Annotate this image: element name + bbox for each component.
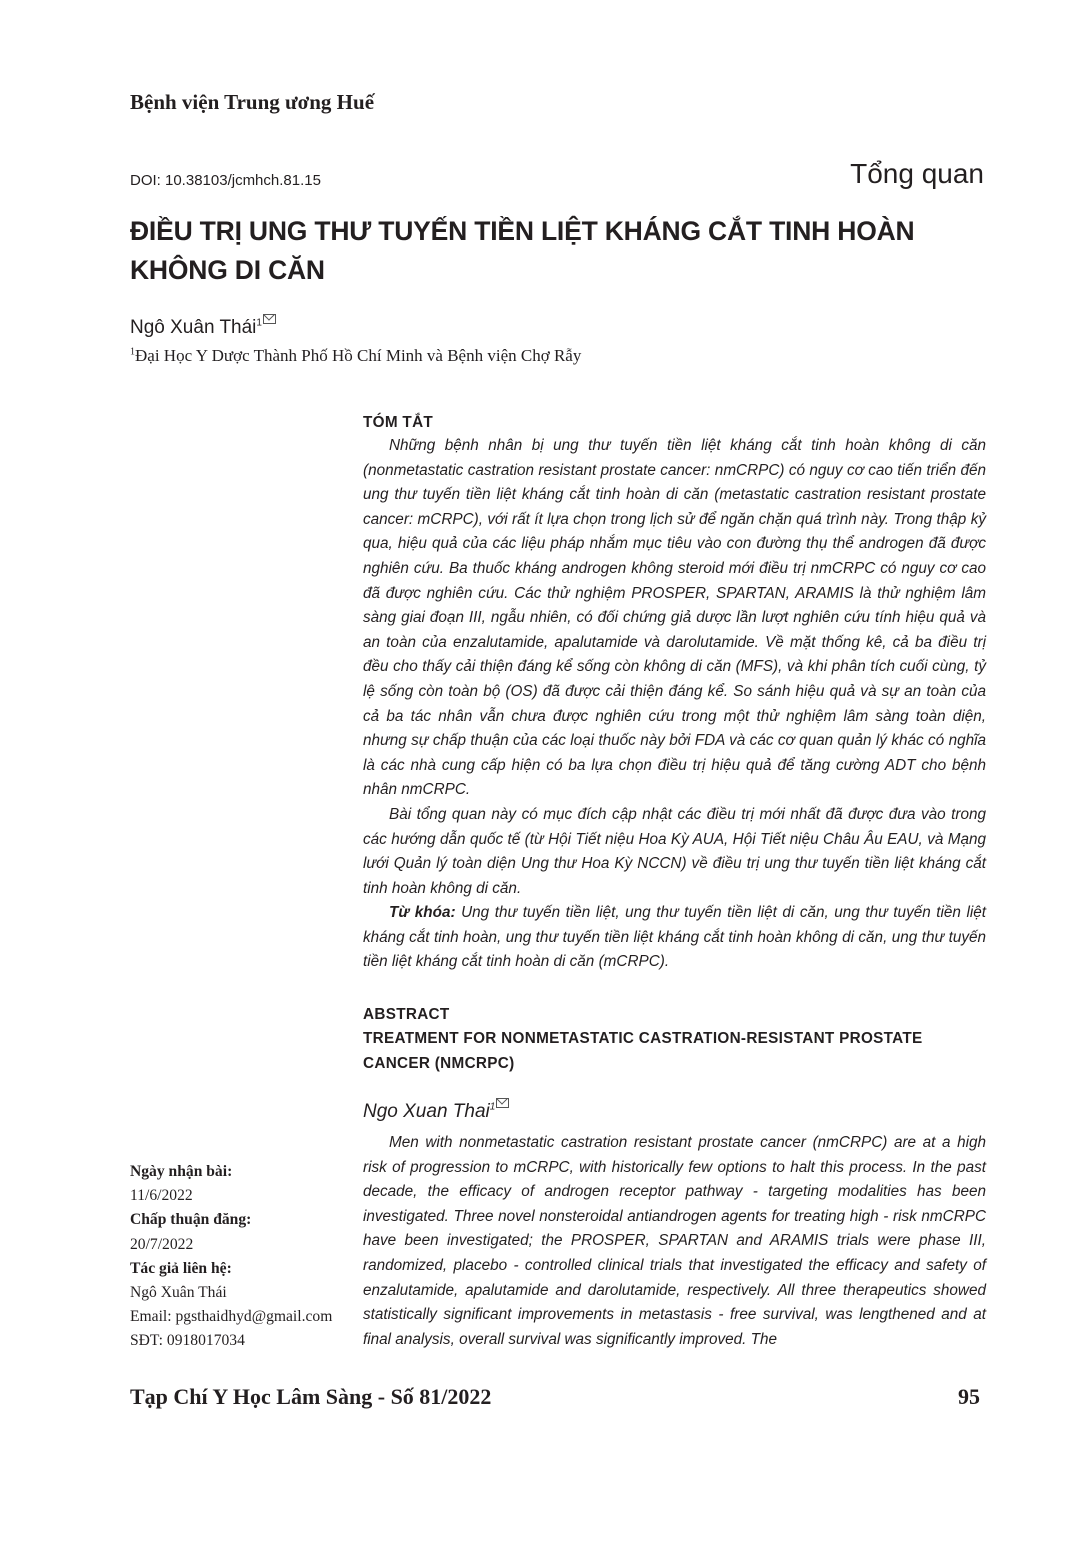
received-label: Ngày nhận bài:: [130, 1163, 233, 1180]
received-date: 11/6/2022: [130, 1187, 193, 1205]
abstract-paragraph-1: Men with nonmetastatic castration resistant prostate cancer (nmCRPC) are at a high risk of progression to mCRPC, with historically few options to halt this process. In the past decade, the efficacy of androgen receptor pathway - targeting modalities has been investigated. Three novel nonsteroidal antiandrogen agents for treating high - risk nmCRPC have been investigated; the PROSPER, SPARTAN and ARAMIS trials were phase III, randomized, placebo - controlled clinical trials that investigated the efficacy and safety of enzalutamide, apalutamide and darolutamide, respectively. All three therapeutics showed statistically significant improvements in metastasis - free survival, was lengthened and at final analysis, overall survival was significantly improved. The: [363, 1134, 986, 1348]
section-label: Tổng quan: [850, 158, 984, 189]
footer-journal: Tạp Chí Y Học Lâm Sàng - Số 81/2022: [130, 1384, 492, 1409]
article-title: ĐIỀU TRỊ UNG THƯ TUYẾN TIỀN LIỆT KHÁNG CẮT TINH HOÀN KHÔNG DI CĂN: [130, 216, 915, 285]
author-name: Ngô Xuân Thái: [130, 317, 257, 338]
contact-label: Tác giả liên hệ:: [130, 1259, 232, 1277]
tomtat-paragraph-2: Bài tổng quan này có mục đích cập nhật các điều trị mới nhất đã được đưa vào trong các hướng dẫn quốc tế (từ Hội Tiết niệu Hoa Kỳ AUA, Hội Tiết niệu Châu Âu EAU, và Mạng lưới Quản lý toàn diện Ung thư Hoa Kỳ NCCN) về điều trị ung thư tuyến tiền liệt kháng cắt tinh hoàn không di căn.: [363, 805, 986, 897]
english-title: TREATMENT FOR NONMETASTATIC CASTRATION-RESISTANT PROSTATE CANCER (NMCRPC): [363, 1030, 923, 1072]
author-line: [130, 317, 276, 339]
accepted-label: Chấp thuận đăng:: [130, 1211, 252, 1229]
english-author-superscript: 1: [489, 1101, 496, 1113]
article-info-sidebar: [130, 1160, 332, 1354]
envelope-icon: [496, 1098, 509, 1108]
keywords-text: Ung thư tuyến tiền liệt, ung thư tuyến tiền liệt di căn, ung thư tuyến tiền liệt kháng cắt tinh hoàn, ung thư tuyến tiền liệt kháng cắt tinh hoàn không di căn, ung thư tuyến tiền liệt kháng cắt tinh hoàn di căn (mCRPC).: [363, 904, 986, 971]
contact-phone: SĐT: 0918017034: [130, 1332, 245, 1350]
page-number: 95: [958, 1384, 980, 1409]
affiliation-text: Đại Học Y Dược Thành Phố Hồ Chí Minh và Bệnh viện Chợ Rẫy: [135, 346, 582, 365]
contact-name: Ngô Xuân Thái: [130, 1284, 227, 1302]
running-header-hospital: Bệnh viện Trung ương Huế: [130, 90, 375, 114]
keywords-paragraph: [363, 901, 986, 975]
abstract-body: [363, 1131, 986, 1352]
affiliation: [130, 346, 581, 366]
english-author-line: [363, 1101, 509, 1123]
accepted-date: 20/7/2022: [130, 1235, 194, 1253]
english-author-name: Ngo Xuan Thai: [363, 1101, 490, 1122]
tomtat-paragraph-1: Những bệnh nhân bị ung thư tuyến tiền liệt kháng cắt tinh hoàn không di căn (nonmetastatic castration resistant prostate cancer: nmCRPC) có nguy cơ cao tiến triển đến ung thư tuyến tiền liệt kháng cắt tinh hoàn di căn (metastatic castration resistant prostate cancer: mCRPC), với rất ít lựa chọn trong lịch sử để ngăn chặn quá trình này. Trong thập kỷ qua, hiệu quả của các liệu pháp nhắm mục tiêu vào con đường thụ thể androgen đã được nghiên cứu. Ba thuốc kháng androgen không steroid mới điều trị nmCRPC có nguy cơ cao đã được nghiên cứu. Các thử nghiệm PROSPER, SPARTAN, ARAMIS là thử nghiệm lâm sàng giai đoạn III, ngẫu nhiên, có đối chứng giả dược lần lượt nghiên cứu tính hiệu quả và an toàn của enzalutamide, apalutamide và darolutamide. Về mặt thống kê, cả ba điều trị đều cho thấy cải thiện đáng kể sống còn không di căn (MFS), và khi phân tích cuối cùng, tỷ lệ sống còn toàn bộ (OS) đã được cải thiện đáng kể. So sánh hiệu quả và sự an toàn của cả ba tác nhân vẫn chưa được nghiên cứu trong một thử nghiệm lâm sàng toàn diện, nhưng sự chấp thuận của các loại thuốc này bởi FDA và các cơ quan quản lý khác có nghĩa là các nhà cung cấp hiện có ba lựa chọn điều trị hiệu quả để tăng cường ADT cho bệnh nhân nmCRPC.: [363, 437, 986, 799]
tomtat-heading: TÓM TẮT: [363, 414, 434, 431]
author-superscript: 1: [256, 317, 262, 329]
abstract-heading: ABSTRACT: [363, 1006, 450, 1023]
contact-email: Email: pgsthaidhyd@gmail.com: [130, 1308, 333, 1326]
affiliation-superscript: 1: [130, 346, 135, 358]
doi: DOI: 10.38103/jcmhch.81.15: [130, 172, 321, 189]
keywords-label: Từ khóa:: [389, 904, 456, 922]
tomtat-body: [363, 434, 986, 975]
envelope-icon: [263, 314, 276, 324]
